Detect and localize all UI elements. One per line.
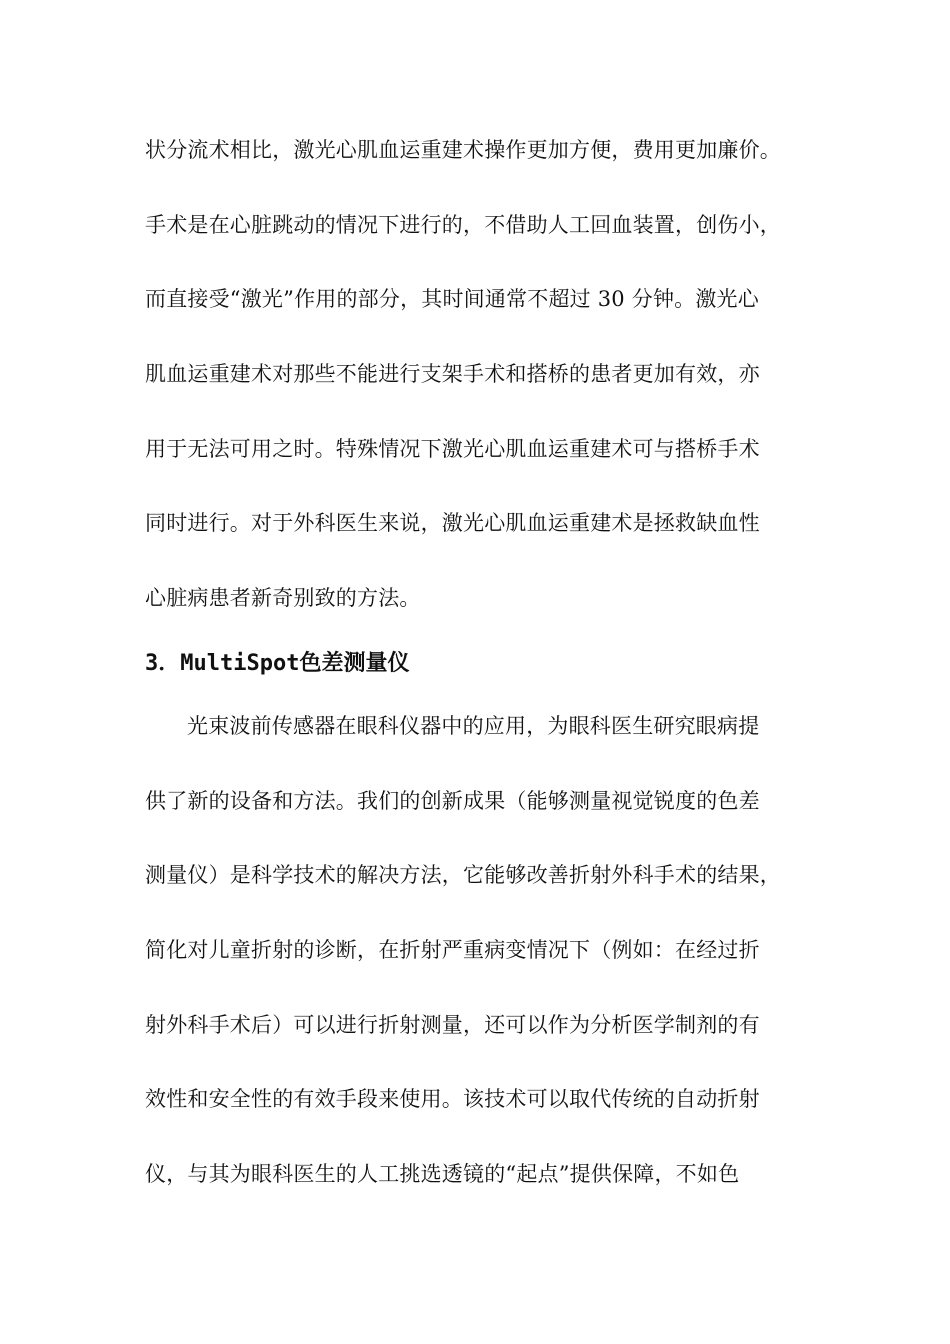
paragraph2-line-3: 测量仪）是科学技术的解决方法，它能够改善折射外科手术的结果，	[145, 863, 781, 887]
paragraph1-line-6: 同时进行。对于外科医生来说，激光心肌血运重建术是拯救缺血性	[145, 511, 760, 535]
paragraph1-line-1: 状分流术相比，激光心肌血运重建术操作更加方便，费用更加廉价。	[145, 138, 781, 162]
section-number: 3．MultiSpot	[145, 651, 300, 676]
paragraph1-line-2: 手术是在心脏跳动的情况下进行的，不借助人工回血装置，创伤小，	[145, 213, 781, 237]
paragraph1-line-7: 心脏病患者新奇别致的方法。	[145, 586, 421, 610]
section-title: 色差测量仪	[299, 650, 410, 676]
paragraph2-line-2: 供了新的设备和方法。我们的创新成果（能够测量视觉锐度的色差	[145, 789, 760, 813]
paragraph2-line-6: 效性和安全性的有效手段来使用。该技术可以取代传统的自动折射	[145, 1087, 760, 1111]
paragraph1-line-4: 肌血运重建术对那些不能进行支架手术和搭桥的患者更加有效，亦	[145, 362, 760, 386]
paragraph1-line-5: 用于无法可用之时。特殊情况下激光心肌血运重建术可与搭桥手术	[145, 437, 760, 461]
paragraph2-line-7: 仪，与其为眼科医生的人工挑选透镜的“起点”提供保障，不如色	[145, 1162, 740, 1186]
paragraph2-line-5: 射外科手术后）可以进行折射测量，还可以作为分析医学制剂的有	[145, 1013, 760, 1037]
paragraph2-line-4: 简化对儿童折射的诊断，在折射严重病变情况下（例如：在经过折	[145, 938, 760, 962]
paragraph2-line-1: 光束波前传感器在眼科仪器中的应用，为眼科医生研究眼病提	[187, 714, 760, 738]
paragraph1-line-3: 而直接受“激光”作用的部分，其时间通常不超过 30 分钟。激光心	[145, 287, 759, 311]
section-heading	[145, 648, 409, 679]
